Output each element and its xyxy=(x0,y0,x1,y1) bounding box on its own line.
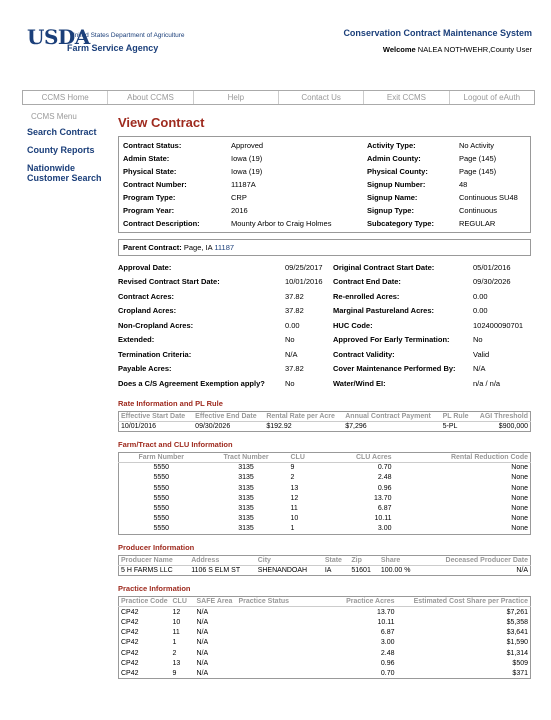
field-value: Page (145) xyxy=(459,154,497,163)
field-value: Continuous SU48 xyxy=(459,193,518,202)
field-label: Activity Type: xyxy=(367,141,416,150)
table-cell: 10.11 xyxy=(377,618,395,626)
field-value: No Activity xyxy=(459,141,495,150)
table-cell: 1 xyxy=(290,525,295,533)
nav-contact-us[interactable]: Contact Us xyxy=(279,91,364,104)
nav-help[interactable]: Help xyxy=(194,91,279,104)
field-value: 09/30/2026 xyxy=(473,277,511,287)
field-label: Termination Criteria: xyxy=(118,349,192,359)
table-cell: 0.70 xyxy=(380,669,395,677)
table-cell: 9 xyxy=(290,464,295,472)
table-cell: None xyxy=(511,484,528,492)
table-cell: N/A xyxy=(196,649,209,657)
table-cell: 3135 xyxy=(238,515,254,523)
table-row xyxy=(119,503,531,513)
table-cell: $192.92 xyxy=(266,422,292,430)
table-cell: 2.48 xyxy=(377,474,392,482)
table-row xyxy=(119,462,531,472)
field-value: 0.00 xyxy=(285,320,300,330)
field-value: Continuous xyxy=(459,206,497,215)
table-row xyxy=(119,668,531,678)
table-cell: 3135 xyxy=(238,505,254,513)
contract-summary-row xyxy=(123,152,526,165)
contract-detail-row xyxy=(118,260,531,275)
table-cell: $900,000 xyxy=(498,422,528,430)
column-header: Practice Code xyxy=(119,597,171,607)
field-label: Approval Date: xyxy=(118,262,172,272)
table-cell: N/A xyxy=(196,628,209,636)
contract-summary-row xyxy=(123,204,526,217)
field-label: Cropland Acres: xyxy=(118,306,177,316)
column-header: Practice Acres xyxy=(307,597,397,607)
table-cell xyxy=(237,668,307,678)
field-value: N/A xyxy=(285,349,298,359)
contract-summary-row xyxy=(123,165,526,178)
column-header: CLU xyxy=(289,452,329,462)
field-label: Revised Contract Start Date: xyxy=(118,277,220,287)
field-value: Iowa (19) xyxy=(231,154,263,163)
nav-exit-ccms[interactable]: Exit CCMS xyxy=(364,91,449,104)
field-label: Signup Name: xyxy=(367,193,418,202)
column-header: Tract Number xyxy=(204,452,289,462)
field-value: Approved xyxy=(231,141,264,150)
parent-contract-value: Page, IA xyxy=(183,243,213,252)
field-label: Original Contract Start Date: xyxy=(333,262,435,272)
table-cell: 5550 xyxy=(153,505,170,513)
field-value: 0.00 xyxy=(473,291,488,301)
table-cell: $7,261 xyxy=(506,608,528,616)
sidebar-menu xyxy=(27,112,112,191)
contract-summary-row xyxy=(123,217,526,230)
field-label: Contract End Date: xyxy=(333,277,401,287)
nav-logout[interactable]: Logout of eAuth xyxy=(463,93,521,102)
field-label: Contract Status: xyxy=(123,141,182,150)
table-cell: None xyxy=(511,474,528,482)
field-label: Physical State: xyxy=(123,167,177,176)
table-cell: N/A xyxy=(516,567,528,575)
table-row xyxy=(119,648,531,658)
column-header: Rental Rate per Acre xyxy=(264,411,343,421)
field-label: Contract Validity: xyxy=(333,349,395,359)
field-label: Program Type: xyxy=(123,193,176,202)
field-label: Contract Acres: xyxy=(118,291,174,301)
table-cell: 10 xyxy=(172,618,181,626)
table-cell: 3135 xyxy=(238,464,254,472)
contract-detail-row xyxy=(118,275,531,290)
table-cell: 5550 xyxy=(153,484,170,492)
field-value: No xyxy=(285,378,295,388)
rate-section-title: Rate Information and PL Rule xyxy=(118,398,223,408)
table-cell: None xyxy=(511,494,528,502)
table-cell: $5,358 xyxy=(506,618,528,626)
field-label: Re-enrolled Acres: xyxy=(333,291,400,301)
table-cell: 3135 xyxy=(238,474,254,482)
column-header: Effective Start Date xyxy=(119,411,194,421)
nav-ccms-home[interactable]: CCMS Home xyxy=(23,91,108,104)
contract-summary-table xyxy=(123,139,526,230)
table-cell: 5550 xyxy=(153,464,170,472)
column-header: City xyxy=(256,555,323,565)
table-cell: 3.00 xyxy=(377,525,392,533)
table-cell: 10.11 xyxy=(374,515,392,523)
field-value: 102400090701 xyxy=(473,320,524,330)
table-row xyxy=(119,638,531,648)
table-cell: 10/01/2016 xyxy=(121,422,157,430)
table-cell: $7,296 xyxy=(345,422,367,430)
table-cell: $3,641 xyxy=(506,628,528,636)
page-header xyxy=(0,0,551,80)
field-label: Extended: xyxy=(118,335,155,345)
table-cell xyxy=(237,658,307,668)
table-row xyxy=(119,565,531,575)
system-title: Conservation Contract Maintenance System xyxy=(343,28,532,38)
table-cell: None xyxy=(511,464,528,472)
field-label: Approved For Early Termination: xyxy=(333,335,450,345)
table-cell: 0.96 xyxy=(380,659,395,667)
sidebar-item-county-reports[interactable]: County Reports xyxy=(27,145,95,155)
column-header: Effective End Date xyxy=(193,411,264,421)
table-cell: CP42 xyxy=(121,628,139,636)
field-value: 37.82 xyxy=(285,291,304,301)
table-cell: 5 H FARMS LLC xyxy=(121,567,173,575)
field-label: Cover Maintenance Performed By: xyxy=(333,364,456,374)
table-cell: 13.70 xyxy=(376,608,395,616)
field-label: Admin State: xyxy=(123,154,170,163)
table-cell: CP42 xyxy=(121,649,139,657)
practice-section-title: Practice Information xyxy=(118,584,191,594)
rate-table xyxy=(118,411,531,432)
table-row xyxy=(119,421,531,431)
column-header: Practice Status xyxy=(237,597,307,607)
table-cell: 0.96 xyxy=(377,484,392,492)
contract-detail-row xyxy=(118,318,531,333)
table-cell: 5550 xyxy=(153,474,170,482)
table-cell: None xyxy=(511,525,528,533)
column-header: SAFE Area xyxy=(195,597,237,607)
table-row xyxy=(119,483,531,493)
welcome-label: Welcome xyxy=(382,45,416,54)
table-cell: 5550 xyxy=(153,494,170,502)
table-cell: None xyxy=(511,515,528,523)
column-header: Deceased Producer Date xyxy=(421,555,530,565)
table-cell: 11 xyxy=(290,505,298,513)
producer-section-title: Producer Information xyxy=(118,542,195,552)
farm-table xyxy=(118,452,531,535)
field-value: REGULAR xyxy=(459,219,496,228)
contract-detail-row xyxy=(118,347,531,362)
field-label: Payable Acres: xyxy=(118,364,172,374)
field-label: Physical County: xyxy=(367,167,428,176)
field-value: 11187A xyxy=(231,180,256,189)
table-cell: 9 xyxy=(172,669,177,677)
field-label: Subcategory Type: xyxy=(367,219,434,228)
table-cell: 09/30/2026 xyxy=(195,422,231,430)
table-cell: CP42 xyxy=(121,659,139,667)
column-header: Rental Reduction Code xyxy=(394,452,531,462)
field-value: Page (145) xyxy=(459,167,497,176)
sidebar-item-nationwide-search[interactable]: Nationwide Customer Search xyxy=(27,163,102,183)
column-header: Farm Number xyxy=(119,452,204,462)
table-row xyxy=(119,658,531,668)
table-cell: 12 xyxy=(172,608,181,616)
column-header: AGI Threshold xyxy=(473,411,530,421)
page-title: View Contract xyxy=(118,115,205,130)
table-cell: N/A xyxy=(196,618,209,626)
parent-contract-label: Parent Contract: xyxy=(123,243,182,252)
contract-summary-row xyxy=(123,139,526,152)
table-cell: 6.87 xyxy=(377,505,392,513)
column-header: Share xyxy=(379,555,421,565)
table-cell: CP42 xyxy=(121,618,139,626)
table-cell: 5550 xyxy=(153,515,170,523)
table-cell: 13 xyxy=(172,659,181,667)
field-value: n/a / n/a xyxy=(473,378,501,388)
table-cell: N/A xyxy=(196,669,209,677)
contract-details-table xyxy=(118,260,531,391)
contract-detail-row xyxy=(118,376,531,391)
table-cell: CP42 xyxy=(121,608,139,616)
table-cell: 0.70 xyxy=(377,464,392,472)
column-header: CLU xyxy=(171,597,195,607)
welcome-message xyxy=(383,45,532,54)
usda-logo-mark: USDA xyxy=(27,25,90,49)
table-cell: SHENANDOAH xyxy=(257,567,308,575)
column-header: Estimated Cost Share per Practice xyxy=(397,597,531,607)
nav-about-ccms[interactable]: About CCMS xyxy=(108,91,193,104)
welcome-user: NALEA NOTHWEHR,County User xyxy=(417,45,532,54)
contract-detail-row xyxy=(118,333,531,348)
field-label: HUC Code: xyxy=(333,320,373,330)
column-header: CLU Acres xyxy=(329,452,394,462)
table-cell: CP42 xyxy=(121,669,139,677)
table-cell: IA xyxy=(324,567,332,575)
field-value: No xyxy=(473,335,483,345)
table-cell: 3.00 xyxy=(380,639,395,647)
table-cell: CP42 xyxy=(121,639,139,647)
table-row xyxy=(119,627,531,637)
contract-detail-row xyxy=(118,304,531,319)
field-value: 05/01/2016 xyxy=(473,262,511,272)
field-value: Valid xyxy=(473,349,490,359)
field-label: Non-Cropland Acres: xyxy=(118,320,194,330)
contract-summary-box xyxy=(118,136,531,233)
table-cell: 51601 xyxy=(351,567,371,575)
field-label: Does a C/S Agreement Exemption apply? xyxy=(118,378,265,388)
table-cell: 13 xyxy=(290,484,299,492)
table-row xyxy=(119,514,531,524)
sidebar-title: CCMS Menu xyxy=(31,112,77,121)
table-cell: 2 xyxy=(172,649,177,657)
field-label: Program Year: xyxy=(123,206,175,215)
table-cell: 100.00 % xyxy=(380,567,411,575)
table-cell: 3135 xyxy=(238,525,254,533)
column-header: State xyxy=(323,555,350,565)
field-value: 0.00 xyxy=(473,306,488,316)
field-value: Mounty Arbor to Craig Holmes xyxy=(231,219,332,228)
table-cell: 10 xyxy=(290,515,299,523)
table-cell: 3135 xyxy=(238,484,254,492)
field-label: Water/Wind EI: xyxy=(333,378,386,388)
field-value: 37.82 xyxy=(285,306,304,316)
field-value: 09/25/2017 xyxy=(285,262,323,272)
table-row xyxy=(119,607,531,617)
contract-summary-row xyxy=(123,178,526,191)
table-cell: $1,314 xyxy=(506,649,528,657)
contract-detail-row xyxy=(118,289,531,304)
table-cell: 5550 xyxy=(153,525,170,533)
main-content xyxy=(118,115,531,679)
agency-name: Farm Service Agency xyxy=(67,43,159,53)
field-value: CRP xyxy=(231,193,247,202)
sidebar-item-search-contract[interactable]: Search Contract xyxy=(27,127,97,137)
producer-table xyxy=(118,555,531,576)
table-cell: 2 xyxy=(290,474,295,482)
column-header: Zip xyxy=(349,555,379,565)
table-row xyxy=(119,617,531,627)
table-cell: $371 xyxy=(512,669,528,677)
table-cell xyxy=(237,617,307,627)
table-cell xyxy=(237,627,307,637)
table-row xyxy=(119,473,531,483)
field-value: 48 xyxy=(459,180,468,189)
field-value: 37.82 xyxy=(285,364,304,374)
table-cell xyxy=(237,607,307,617)
department-name: United States Department of Agriculture xyxy=(70,32,185,39)
table-cell: N/A xyxy=(196,608,209,616)
parent-contract-link[interactable]: 11187 xyxy=(214,243,235,252)
table-cell: 13.70 xyxy=(373,494,392,502)
field-value: N/A xyxy=(473,364,486,374)
parent-contract xyxy=(118,239,531,256)
table-cell: 11 xyxy=(172,628,180,636)
table-cell: 5-PL xyxy=(442,422,458,430)
farm-section-title: Farm/Tract and CLU Information xyxy=(118,439,233,449)
table-cell: 3135 xyxy=(238,494,254,502)
contract-detail-row xyxy=(118,362,531,377)
field-label: Marginal Pastureland Acres: xyxy=(333,306,435,316)
table-cell: None xyxy=(511,505,528,513)
table-cell: 1 xyxy=(172,639,177,647)
field-value: 10/01/2016 xyxy=(285,277,323,287)
field-label: Contract Description: xyxy=(123,219,200,228)
table-row xyxy=(119,493,531,503)
table-cell: N/A xyxy=(196,659,209,667)
field-label: Signup Type: xyxy=(367,206,414,215)
field-value: 2016 xyxy=(231,206,248,215)
table-cell: 2.48 xyxy=(380,649,395,657)
table-cell: $1,590 xyxy=(506,639,528,647)
column-header: Producer Name xyxy=(119,555,190,565)
table-cell: $509 xyxy=(512,659,528,667)
field-label: Signup Number: xyxy=(367,180,426,189)
column-header: PL Rule xyxy=(441,411,474,421)
field-label: Contract Number: xyxy=(123,180,187,189)
table-cell: 1106 S ELM ST xyxy=(191,567,241,575)
field-value: No xyxy=(285,335,295,345)
usda-logo[interactable] xyxy=(27,27,197,57)
table-cell xyxy=(237,638,307,648)
column-header: Annual Contract Payment xyxy=(343,411,440,421)
table-cell: 12 xyxy=(290,494,299,502)
field-label: Admin County: xyxy=(367,154,421,163)
field-value: Iowa (19) xyxy=(231,167,263,176)
practice-table xyxy=(118,596,531,679)
column-header: Address xyxy=(189,555,256,565)
table-row xyxy=(119,524,531,534)
table-cell xyxy=(237,648,307,658)
table-cell: 6.87 xyxy=(380,628,395,636)
top-navigation xyxy=(22,90,535,105)
contract-summary-row xyxy=(123,191,526,204)
table-cell: N/A xyxy=(196,639,209,647)
